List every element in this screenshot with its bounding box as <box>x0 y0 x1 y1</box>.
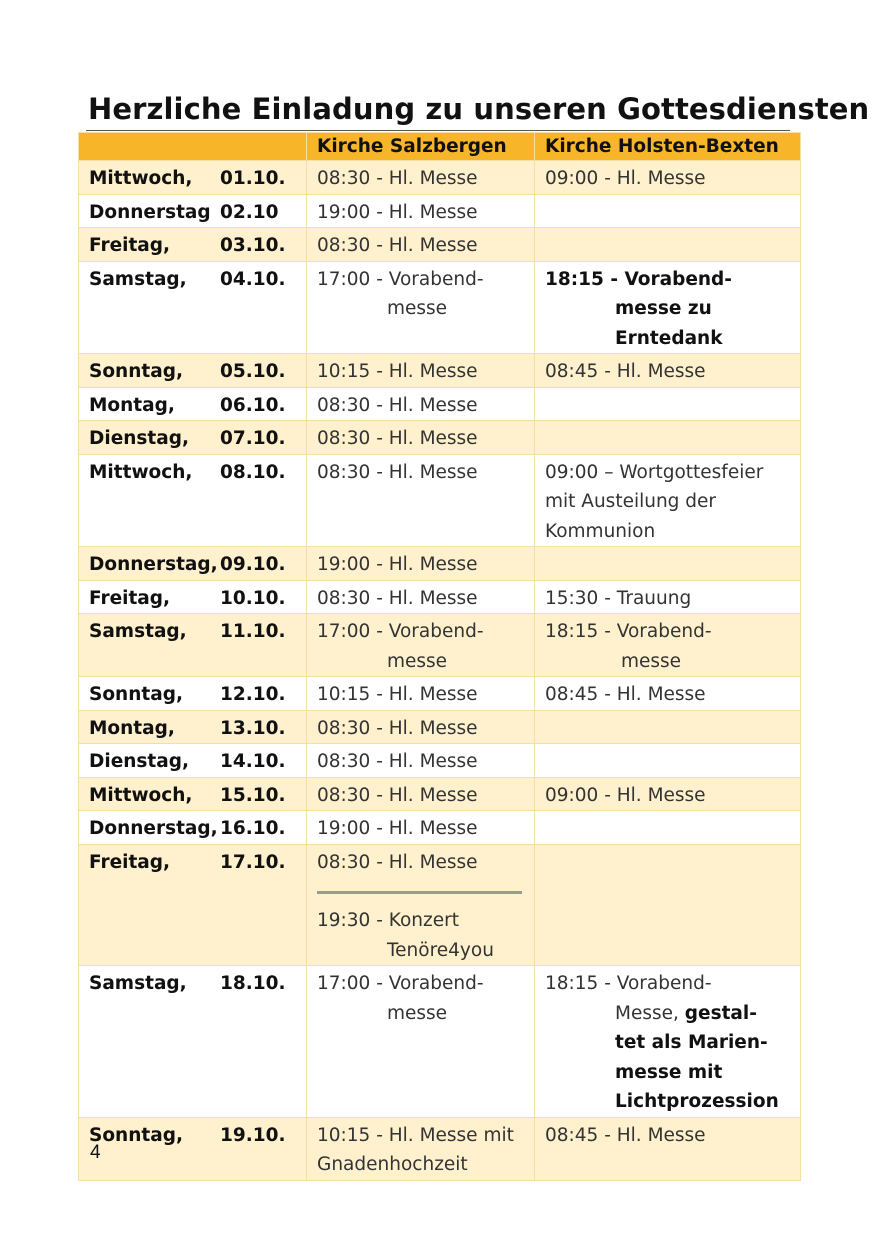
header-day <box>79 133 307 161</box>
holsten-cell <box>535 421 801 455</box>
salzbergen-cell: 19:00 - Hl. Messe <box>307 194 535 228</box>
day-date: 02.10 <box>220 201 279 223</box>
holsten-cell <box>535 261 801 354</box>
table-row <box>79 710 801 744</box>
separator-line <box>317 891 522 894</box>
day-cell <box>79 194 307 228</box>
salzbergen-cell: 08:30 - Hl. Messe <box>307 777 535 811</box>
cell-line: 18:15 - Vorabend- <box>545 268 732 290</box>
day-cell <box>79 261 307 354</box>
table-row <box>79 844 801 966</box>
day-date: 03.10. <box>220 235 286 256</box>
table-row <box>79 777 801 811</box>
table-row <box>79 354 801 388</box>
day-name: Samstag, <box>89 621 187 642</box>
salzbergen-cell: 10:15 - Hl. Messe <box>307 354 535 388</box>
day-name: Dienstag, <box>89 751 190 772</box>
salzbergen-cell: 08:30 - Hl. Messe <box>307 580 535 614</box>
cell-line: 17:00 - Vorabend- <box>317 621 484 642</box>
day-date: 18.10. <box>220 973 286 994</box>
day-cell <box>79 966 307 1118</box>
cell-line: 09:00 – Wortgottesfeier <box>545 461 764 483</box>
day-date: 13.10. <box>220 717 286 739</box>
day-date: 10.10. <box>220 587 286 609</box>
salzbergen-cell <box>307 1117 535 1180</box>
day-name: Mittwoch, <box>89 461 193 483</box>
day-date: 19.10. <box>220 1124 286 1146</box>
holsten-cell: 08:45 - Hl. Messe <box>535 354 801 388</box>
holsten-cell <box>535 844 801 966</box>
salzbergen-cell: 10:15 - Hl. Messe <box>307 677 535 711</box>
day-name: Donnerstag <box>89 201 211 223</box>
cell-line: messe <box>387 1002 448 1024</box>
table-row <box>79 1117 801 1180</box>
cell-line: Lichtprozession <box>615 1091 779 1112</box>
salzbergen-cell <box>307 614 535 677</box>
day-date: 08.10. <box>220 461 286 483</box>
table-row <box>79 454 801 547</box>
day-cell <box>79 421 307 455</box>
cell-line: mit Austeilung der <box>545 491 717 512</box>
holsten-cell <box>535 966 801 1118</box>
holsten-cell: 08:45 - Hl. Messe <box>535 1117 801 1180</box>
cell-line: tet als Marien- <box>615 1032 768 1053</box>
cell-line: messe <box>387 298 448 319</box>
cell-line <box>545 999 790 1029</box>
day-name: Mittwoch, <box>89 784 193 806</box>
table-row <box>79 547 801 581</box>
day-cell <box>79 811 307 845</box>
holsten-cell <box>535 811 801 845</box>
table-row <box>79 811 801 845</box>
table-row <box>79 580 801 614</box>
cell-line: 08:30 - Hl. Messe <box>317 851 478 873</box>
day-name: Mittwoch, <box>89 168 193 189</box>
table-header-row <box>79 133 801 161</box>
day-name: Freitag, <box>89 235 171 256</box>
table-row <box>79 966 801 1118</box>
day-date: 06.10. <box>220 394 286 416</box>
day-cell <box>79 547 307 581</box>
cell-text: Messe, <box>615 1002 679 1024</box>
day-date: 17.10. <box>220 851 286 873</box>
day-cell <box>79 354 307 388</box>
day-cell <box>79 677 307 711</box>
cell-text-bold: gestal- <box>684 1002 757 1024</box>
table-row <box>79 421 801 455</box>
cell-line: 17:00 - Vorabend- <box>317 973 484 994</box>
holsten-cell <box>535 614 801 677</box>
table-row <box>79 161 801 195</box>
day-date: 15.10. <box>220 784 286 806</box>
day-cell <box>79 387 307 421</box>
holsten-cell <box>535 228 801 262</box>
day-date: 12.10. <box>220 684 286 705</box>
cell-line: 18:15 - Vorabend- <box>545 621 712 642</box>
salzbergen-cell: 08:30 - Hl. Messe <box>307 744 535 778</box>
day-name: Sonntag, <box>89 684 183 705</box>
holsten-cell <box>535 547 801 581</box>
day-name: Freitag, <box>89 851 171 873</box>
table-row <box>79 387 801 421</box>
day-date: 07.10. <box>220 428 286 449</box>
cell-line: Kommunion <box>545 520 656 542</box>
day-cell <box>79 710 307 744</box>
cell-line: Gnadenhochzeit <box>317 1154 468 1175</box>
day-name: Montag, <box>89 394 175 416</box>
holsten-cell: 08:45 - Hl. Messe <box>535 677 801 711</box>
day-date: 01.10. <box>220 168 286 189</box>
table-row <box>79 228 801 262</box>
table-row <box>79 261 801 354</box>
day-cell <box>79 454 307 547</box>
header-holsten-bexten: Kirche Holsten-Bexten <box>535 133 801 161</box>
salzbergen-cell: 08:30 - Hl. Messe <box>307 161 535 195</box>
cell-line: Erntedank <box>615 327 723 349</box>
salzbergen-cell: 19:00 - Hl. Messe <box>307 811 535 845</box>
cell-line: messe zu <box>615 298 712 319</box>
day-cell <box>79 580 307 614</box>
holsten-cell: 09:00 - Hl. Messe <box>535 777 801 811</box>
salzbergen-cell: 19:00 - Hl. Messe <box>307 547 535 581</box>
salzbergen-cell <box>307 261 535 354</box>
day-cell <box>79 228 307 262</box>
cell-line: 19:30 - Konzert <box>317 910 459 931</box>
holsten-cell <box>535 194 801 228</box>
salzbergen-cell: 08:30 - Hl. Messe <box>307 387 535 421</box>
day-date: 16.10. <box>220 818 286 839</box>
day-date: 04.10. <box>220 268 286 290</box>
service-schedule-table <box>78 132 801 1181</box>
day-date: 14.10. <box>220 751 286 772</box>
day-name: Samstag, <box>89 268 187 290</box>
day-cell <box>79 777 307 811</box>
table-row <box>79 194 801 228</box>
day-name: Samstag, <box>89 973 187 994</box>
holsten-cell <box>535 710 801 744</box>
cell-line: messe mit <box>615 1061 723 1083</box>
day-cell <box>79 161 307 195</box>
page-number: 4 <box>90 1142 101 1163</box>
salzbergen-cell: 08:30 - Hl. Messe <box>307 710 535 744</box>
day-cell <box>79 744 307 778</box>
salzbergen-cell: 08:30 - Hl. Messe <box>307 228 535 262</box>
day-cell <box>79 844 307 966</box>
cell-line: Tenöre4you <box>387 939 494 961</box>
holsten-cell: 15:30 - Trauung <box>535 580 801 614</box>
day-name: Freitag, <box>89 587 171 609</box>
table-row <box>79 614 801 677</box>
cell-line: messe <box>387 650 448 672</box>
day-cell <box>79 1117 307 1180</box>
holsten-cell <box>535 454 801 547</box>
salzbergen-cell: 08:30 - Hl. Messe <box>307 421 535 455</box>
table-row <box>79 744 801 778</box>
day-date: 09.10. <box>220 554 286 575</box>
holsten-cell <box>535 744 801 778</box>
page-title: Herzliche Einladung zu unseren Gottesdiensten <box>88 92 870 126</box>
day-name: Dienstag, <box>89 428 190 449</box>
day-date: 05.10. <box>220 361 286 382</box>
cell-line: messe <box>621 650 682 672</box>
day-name: Sonntag, <box>89 1124 183 1146</box>
holsten-cell: 09:00 - Hl. Messe <box>535 161 801 195</box>
table-row <box>79 677 801 711</box>
cell-line: 10:15 - Hl. Messe mit <box>317 1124 514 1146</box>
day-name: Donnerstag, <box>89 818 218 839</box>
salzbergen-cell <box>307 966 535 1118</box>
day-date: 11.10. <box>220 621 286 642</box>
header-salzbergen: Kirche Salzbergen <box>307 133 535 161</box>
holsten-cell <box>535 387 801 421</box>
cell-line: 17:00 - Vorabend- <box>317 268 484 290</box>
salzbergen-cell <box>307 844 535 966</box>
day-name: Donnerstag, <box>89 554 218 575</box>
day-name: Sonntag, <box>89 361 183 382</box>
salzbergen-cell: 08:30 - Hl. Messe <box>307 454 535 547</box>
title-underline <box>86 130 790 131</box>
day-cell <box>79 614 307 677</box>
cell-line: 18:15 - Vorabend- <box>545 973 712 994</box>
day-name: Montag, <box>89 717 175 739</box>
